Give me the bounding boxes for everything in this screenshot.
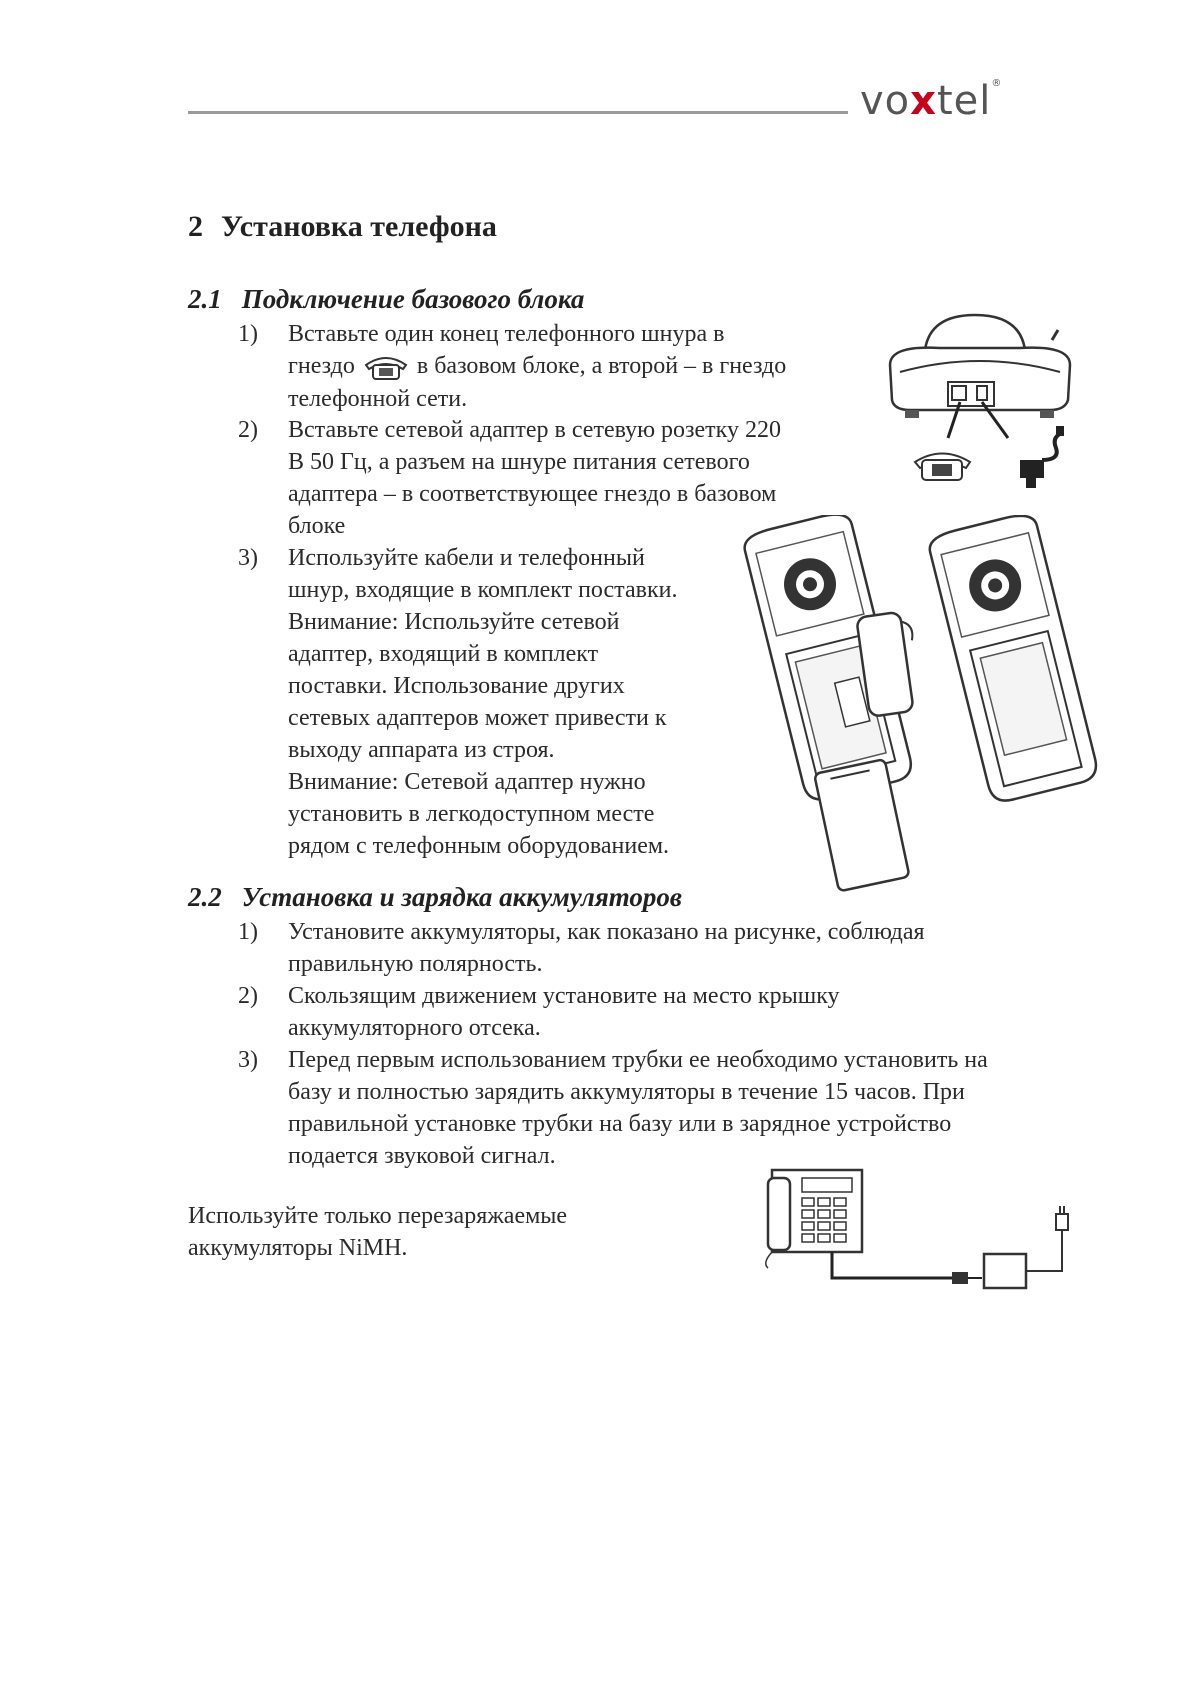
phone-jack-icon: [915, 454, 970, 481]
subsection-title-2-2: 2.2 Установка и зарядка аккумуляторов: [188, 882, 682, 912]
list-item: 2) Скользящим движением установите на место крышку аккумуляторного отсека.: [238, 983, 840, 1041]
phone-jack-icon: [361, 351, 411, 383]
section-title: 2 Установка телефона: [188, 210, 497, 243]
list-item: 3) Используйте кабели и телефонный шнур, входящие в комплект поставки. Внимание: Используйте сетевой адаптер, входящий в комплект поставки. Использование других сетевых адаптеров может привести к выходу аппарата из строя. Внимание: Сетевой адаптер нужно установить в легкодоступном месте рядом с телефонным оборудованием.: [238, 545, 678, 859]
list-item: 1) Вставьте один конец телефонного шнура в гнездо в базовом блоке, а второй – в гнездо телефонной сети.: [238, 321, 787, 413]
list-item: 1) Установите аккумуляторы, как показано на рисунке, соблюдая правильную полярность.: [238, 919, 925, 977]
voxtel-logo: voxtel®: [860, 78, 1003, 124]
charger-connection-illustration: [762, 1168, 1082, 1293]
list-item: 3) Перед первым использованием трубки ее необходимо установить на базу и полностью зарядить аккумуляторы в течение 15 часов. При правильной установке трубки на базу или в зарядное устройство подается звуковой сигнал.: [238, 1047, 988, 1169]
list-item: 2) Вставьте сетевой адаптер в сетевую розетку 220 В 50 Гц, а разъем на шнуре питания сетевого адаптера – в соответствующее гнездо в базовом блоке: [238, 417, 781, 539]
header-rule: [188, 111, 848, 114]
power-adapter-icon: [1020, 426, 1064, 488]
base-unit-illustration: [880, 310, 1080, 500]
subsection-title-2-1: 2.1 Подключение базового блока: [188, 284, 585, 314]
battery-note: Используйте только перезаряжаемые аккумуляторы NiMH.: [188, 1203, 568, 1261]
handset-battery-illustration: [735, 515, 1115, 900]
